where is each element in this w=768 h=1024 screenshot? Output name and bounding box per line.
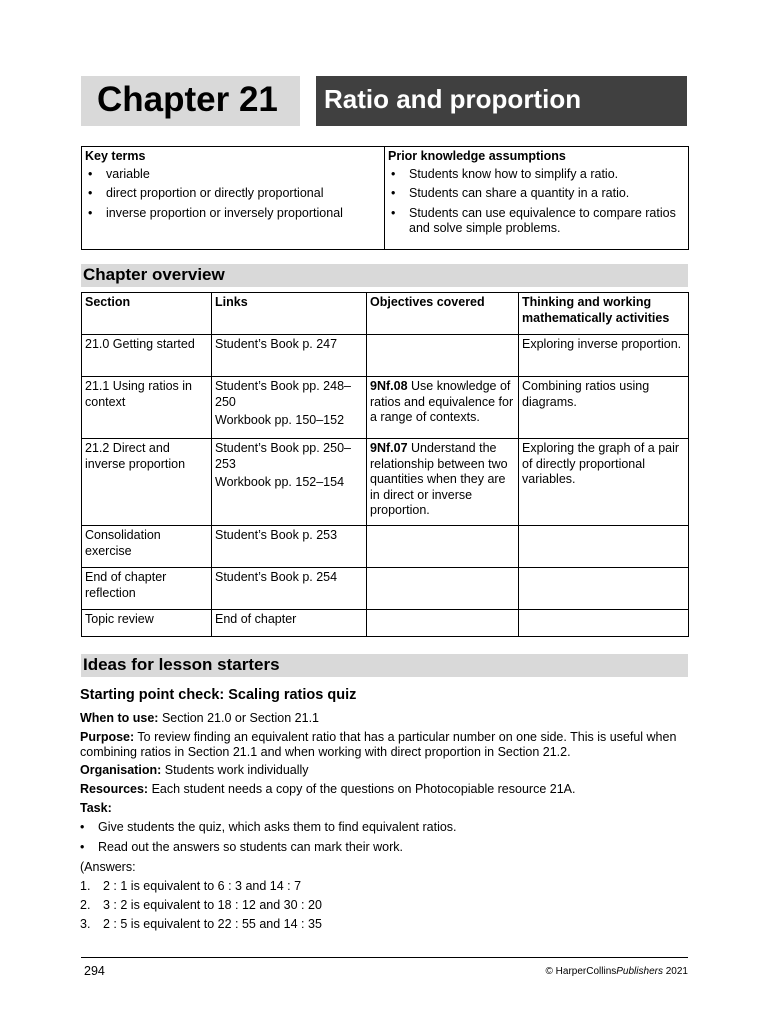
copyright-prefix: © HarperCollins bbox=[545, 966, 617, 977]
links-cell bbox=[212, 335, 367, 377]
ideas-bar bbox=[81, 654, 688, 677]
section-cell: Consolidation exercise bbox=[82, 526, 212, 568]
answer-item bbox=[80, 878, 690, 895]
organisation-text: Students work individually bbox=[161, 763, 309, 777]
activity-cell bbox=[519, 610, 689, 637]
activity-cell: Combining ratios using diagrams. bbox=[519, 377, 689, 439]
answer-number: 2. bbox=[80, 898, 91, 912]
purpose-label: Purpose: bbox=[80, 730, 135, 744]
links-cell bbox=[212, 610, 367, 637]
prior-knowledge-heading: Prior knowledge assumptions bbox=[388, 149, 566, 163]
link-text: Student’s Book p. 253 bbox=[215, 528, 338, 542]
activity-cell bbox=[519, 568, 689, 610]
table-row bbox=[82, 610, 689, 637]
key-terms-table bbox=[81, 146, 689, 250]
activity-cell: Exploring inverse proportion. bbox=[519, 335, 689, 377]
column-header-section: Section bbox=[82, 293, 212, 335]
objectives-cell bbox=[367, 439, 519, 526]
answers-label: (Answers: bbox=[80, 860, 136, 874]
objective-text: Use knowledge of ratios and equivalence for a range of contexts. bbox=[370, 379, 514, 424]
task-label-text: Task: bbox=[80, 801, 112, 815]
answer-text: 3 : 2 is equivalent to 18 : 12 and 30 : 20 bbox=[103, 898, 322, 912]
chapter-title: Ratio and proportion bbox=[324, 84, 582, 114]
section-cell: 21.2 Direct and inverse proportion bbox=[82, 439, 212, 526]
key-terms-heading: Key terms bbox=[85, 149, 146, 163]
key-term-item: • inverse proportion or inversely proportional bbox=[85, 206, 381, 222]
objectives-cell bbox=[367, 526, 519, 568]
task-list bbox=[80, 819, 690, 856]
link-text: Student’s Book p. 247 bbox=[215, 337, 338, 351]
objective-code: 9Nf.08 bbox=[370, 379, 408, 393]
link-text: Student’s Book pp. 248–250 bbox=[215, 379, 351, 409]
task-item: • Give students the quiz, which asks them to find equivalent ratios. bbox=[80, 819, 690, 836]
when-to-use bbox=[80, 710, 690, 727]
starter-subheading: Starting point check: Scaling ratios quiz bbox=[80, 687, 357, 703]
chapter-overview-table bbox=[81, 292, 689, 637]
table-row bbox=[82, 568, 689, 610]
ideas-heading: Ideas for lesson starters bbox=[83, 655, 280, 674]
objectives-cell bbox=[367, 568, 519, 610]
objective-code: 9Nf.07 bbox=[370, 441, 408, 455]
chapter-overview-heading: Chapter overview bbox=[83, 265, 225, 284]
prior-knowledge-cell bbox=[385, 147, 689, 250]
table-header-row bbox=[82, 293, 689, 335]
prior-knowledge-item: • Students can share a quantity in a ratio. bbox=[388, 186, 685, 202]
chapter-overview-bar bbox=[81, 264, 688, 287]
key-terms-cell bbox=[82, 147, 385, 250]
answer-item bbox=[80, 897, 690, 914]
objectives-cell bbox=[367, 377, 519, 439]
answers-list bbox=[80, 878, 690, 933]
link-text: End of chapter bbox=[215, 612, 297, 626]
task-item: • Read out the answers so students can mark their work. bbox=[80, 839, 690, 856]
answer-text: 2 : 1 is equivalent to 6 : 3 and 14 : 7 bbox=[103, 879, 302, 893]
resources bbox=[80, 781, 690, 798]
column-header-activities: Thinking and working mathematically activities bbox=[519, 293, 689, 335]
resources-text: Each student needs a copy of the questions on Photocopiable resource 21A. bbox=[148, 782, 576, 796]
section-cell: End of chapter reflection bbox=[82, 568, 212, 610]
answer-item bbox=[80, 916, 690, 933]
objectives-cell bbox=[367, 610, 519, 637]
lesson-starter-body bbox=[80, 686, 690, 935]
chapter-label: Chapter 21 bbox=[97, 80, 278, 119]
answer-number: 1. bbox=[80, 879, 91, 893]
key-term-item: • variable bbox=[85, 167, 381, 183]
objective-text: Understand the relationship between two quantities when they are in direct or inverse proportion. bbox=[370, 441, 508, 517]
link-text: Student’s Book pp. 250–253 bbox=[215, 441, 351, 471]
links-cell bbox=[212, 377, 367, 439]
organisation-label: Organisation: bbox=[80, 763, 162, 777]
purpose bbox=[80, 730, 690, 760]
table-row bbox=[82, 439, 689, 526]
when-text: Section 21.0 or Section 21.1 bbox=[158, 711, 319, 725]
key-term-item: • direct proportion or directly proportional bbox=[85, 186, 381, 202]
footer-rule bbox=[81, 957, 688, 958]
page-number: 294 bbox=[84, 964, 105, 978]
link-text: Workbook pp. 150–152 bbox=[215, 413, 345, 427]
task-label bbox=[80, 800, 690, 817]
links-cell bbox=[212, 439, 367, 526]
section-cell: 21.1 Using ratios in context bbox=[82, 377, 212, 439]
answer-text: 2 : 5 is equivalent to 22 : 55 and 14 : 35 bbox=[103, 917, 322, 931]
prior-knowledge-item: • Students can use equivalence to compare ratios and solve simple problems. bbox=[388, 206, 685, 237]
activity-cell bbox=[519, 526, 689, 568]
answer-number: 3. bbox=[80, 917, 91, 931]
activity-cell: Exploring the graph of a pair of directly proportional variables. bbox=[519, 439, 689, 526]
purpose-text: To review finding an equivalent ratio that has a particular number on one side. This is useful when combining ratios in Section 21.1 and when working with direct proportion in Section 21.2. bbox=[80, 730, 677, 759]
copyright bbox=[546, 966, 688, 977]
table-row bbox=[82, 377, 689, 439]
link-text: Workbook pp. 152–154 bbox=[215, 475, 345, 489]
section-cell: Topic review bbox=[82, 610, 212, 637]
objectives-cell bbox=[367, 335, 519, 377]
link-text: Student’s Book p. 254 bbox=[215, 570, 338, 584]
table-row bbox=[82, 335, 689, 377]
section-cell: 21.0 Getting started bbox=[82, 335, 212, 377]
copyright-year: 2021 bbox=[662, 966, 688, 977]
links-cell bbox=[212, 568, 367, 610]
column-header-objectives: Objectives covered bbox=[367, 293, 519, 335]
table-row bbox=[82, 526, 689, 568]
when-label: When to use: bbox=[80, 711, 159, 725]
copyright-publisher: Publishers bbox=[616, 966, 663, 977]
column-header-links: Links bbox=[212, 293, 367, 335]
resources-label: Resources: bbox=[80, 782, 149, 796]
organisation bbox=[80, 762, 690, 779]
links-cell bbox=[212, 526, 367, 568]
prior-knowledge-item: • Students know how to simplify a ratio. bbox=[388, 167, 685, 183]
